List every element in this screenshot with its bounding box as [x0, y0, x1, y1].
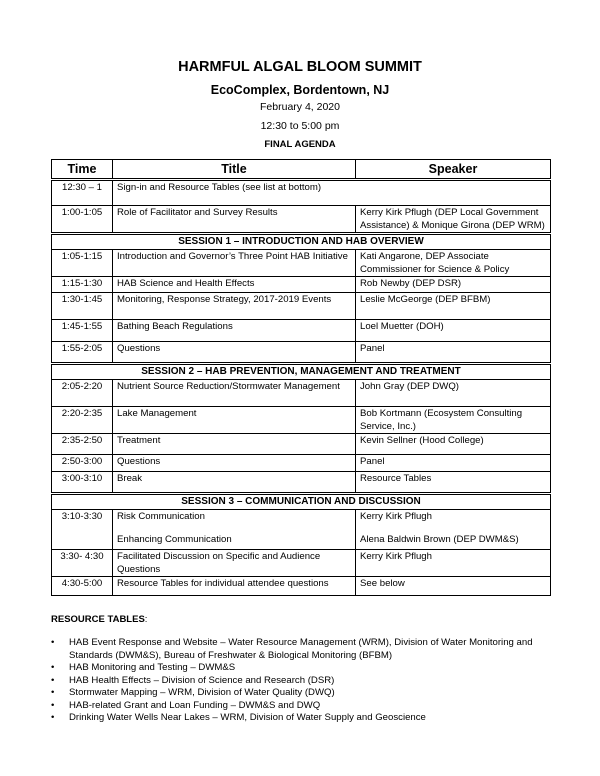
row-title: Treatment [113, 434, 356, 455]
row-title-secondary: Enhancing Communication [117, 533, 232, 545]
row-speaker: Panel [356, 342, 551, 364]
row-time: 1:15-1:30 [52, 277, 113, 293]
row-time: 3:30- 4:30 [52, 550, 113, 577]
row-title: Break [113, 472, 356, 494]
resource-tables-heading [51, 614, 147, 625]
agenda-table [51, 159, 551, 596]
agenda-subtitle: FINAL AGENDA [264, 139, 336, 150]
resource-item-text: Stormwater Mapping – WRM, Division of Water Quality (DWQ) [69, 687, 335, 698]
table-row [52, 472, 551, 494]
bullet-icon: • [51, 637, 55, 648]
row-title: Facilitated Discussion on Specific and Audience Questions [113, 550, 356, 577]
list-item [51, 662, 561, 675]
column-header-speaker: Speaker [356, 160, 551, 180]
session-row [52, 364, 551, 380]
resource-list [51, 637, 561, 725]
row-time: 1:05-1:15 [52, 250, 113, 277]
resource-item-text: HAB Monitoring and Testing – DWM&S [69, 662, 236, 673]
row-speaker: John Gray (DEP DWQ) [356, 380, 551, 407]
row-title: HAB Science and Health Effects [113, 277, 356, 293]
list-item [51, 687, 561, 700]
row-title: Questions [113, 342, 356, 364]
table-row [52, 180, 551, 206]
table-row [52, 380, 551, 407]
row-speaker: Kerry Kirk Pflugh [360, 511, 432, 522]
row-title: Lake Management [113, 407, 356, 434]
list-item [51, 637, 561, 662]
table-row [52, 206, 551, 234]
resource-item-text: Drinking Water Wells Near Lakes – WRM, Division of Water Supply and Geoscience [69, 712, 426, 723]
row-speaker: Rob Newby (DEP DSR) [356, 277, 551, 293]
row-speaker-secondary: Alena Baldwin Brown (DEP DWM&S) [360, 533, 519, 545]
row-speaker: Bob Kortmann (Ecosystem Consulting Service, Inc.) [356, 407, 551, 434]
table-row [52, 550, 551, 577]
table-row [52, 407, 551, 434]
resource-tables-heading-colon: : [144, 614, 148, 625]
session-row [52, 494, 551, 510]
table-row [52, 434, 551, 455]
row-speaker: Kerry Kirk Pflugh [356, 550, 551, 577]
session-heading: SESSION 3 – COMMUNICATION AND DISCUSSION [52, 494, 551, 510]
row-title-cell [113, 510, 356, 550]
table-row [52, 320, 551, 342]
event-time: 12:30 to 5:00 pm [260, 120, 340, 132]
row-time: 3:10-3:30 [52, 510, 113, 550]
session-heading: SESSION 2 – HAB PREVENTION, MANAGEMENT AND TREATMENT [52, 364, 551, 380]
bullet-icon: • [51, 662, 55, 673]
session-row [52, 234, 551, 250]
row-title: Role of Facilitator and Survey Results [113, 206, 356, 234]
resource-tables-heading-text: RESOURCE TABLES [51, 614, 145, 625]
row-time: 3:00-3:10 [52, 472, 113, 494]
row-time: 2:35-2:50 [52, 434, 113, 455]
table-row [52, 510, 551, 550]
list-item [51, 712, 561, 725]
table-row [52, 277, 551, 293]
row-speaker: Kevin Sellner (Hood College) [356, 434, 551, 455]
table-row [52, 342, 551, 364]
table-row [52, 293, 551, 320]
row-time: 4:30-5:00 [52, 577, 113, 596]
row-time: 2:05-2:20 [52, 380, 113, 407]
table-row [52, 577, 551, 596]
bullet-icon: • [51, 712, 55, 723]
resource-item-text: HAB Health Effects – Division of Science and Research (DSR) [69, 674, 335, 686]
row-speaker: Panel [356, 455, 551, 472]
row-speaker: Resource Tables [356, 472, 551, 494]
table-row [52, 455, 551, 472]
row-time: 1:55-2:05 [52, 342, 113, 364]
column-header-title: Title [113, 160, 356, 180]
row-title: Sign-in and Resource Tables (see list at bottom) [113, 180, 551, 206]
row-title: Risk Communication [117, 511, 205, 522]
session-heading: SESSION 1 – INTRODUCTION AND HAB OVERVIEW [52, 234, 551, 250]
row-speaker: See below [356, 577, 551, 596]
row-title: Monitoring, Response Strategy, 2017-2019 Events [113, 293, 356, 320]
table-header-row [52, 160, 551, 180]
table-row [52, 250, 551, 277]
row-time: 12:30 – 1 [52, 180, 113, 206]
row-time: 2:20-2:35 [52, 407, 113, 434]
row-title: Nutrient Source Reduction/Stormwater Management [113, 380, 356, 407]
row-time: 1:00-1:05 [52, 206, 113, 234]
row-speaker-cell [356, 510, 551, 550]
row-speaker: Kerry Kirk Pflugh (DEP Local Government Assistance) & Monique Girona (DEP WRM) [356, 206, 551, 234]
resource-item-text: HAB-related Grant and Loan Funding – DWM&S and DWQ [69, 699, 321, 711]
row-title: Questions [113, 455, 356, 472]
row-speaker: Loel Muetter (DOH) [356, 320, 551, 342]
row-title: Resource Tables for individual attendee questions [113, 577, 356, 596]
bullet-icon: • [51, 687, 55, 698]
event-date: February 4, 2020 [260, 101, 340, 113]
row-speaker: Kati Angarone, DEP Associate Commissioner for Science & Policy [356, 250, 551, 277]
row-time: 2:50-3:00 [52, 455, 113, 472]
row-speaker: Leslie McGeorge (DEP BFBM) [356, 293, 551, 320]
resource-item-text: HAB Event Response and Website – Water Resource Management (WRM), Division of Water Monitoring and Standards (DWM&S), Bureau of Freshwater & Biological Monitoring (BFBM) [69, 637, 533, 661]
list-item [51, 700, 561, 713]
list-item [51, 675, 561, 688]
row-title: Bathing Beach Regulations [113, 320, 356, 342]
bullet-icon: • [51, 699, 55, 711]
row-title: Introduction and Governor’s Three Point HAB Initiative [113, 250, 356, 277]
bullet-icon: • [51, 674, 55, 686]
event-location: EcoComplex, Bordentown, NJ [210, 83, 390, 97]
row-time: 1:45-1:55 [52, 320, 113, 342]
row-time: 1:30-1:45 [52, 293, 113, 320]
page-title: HARMFUL ALGAL BLOOM SUMMIT [178, 59, 422, 75]
column-header-time: Time [52, 160, 113, 180]
